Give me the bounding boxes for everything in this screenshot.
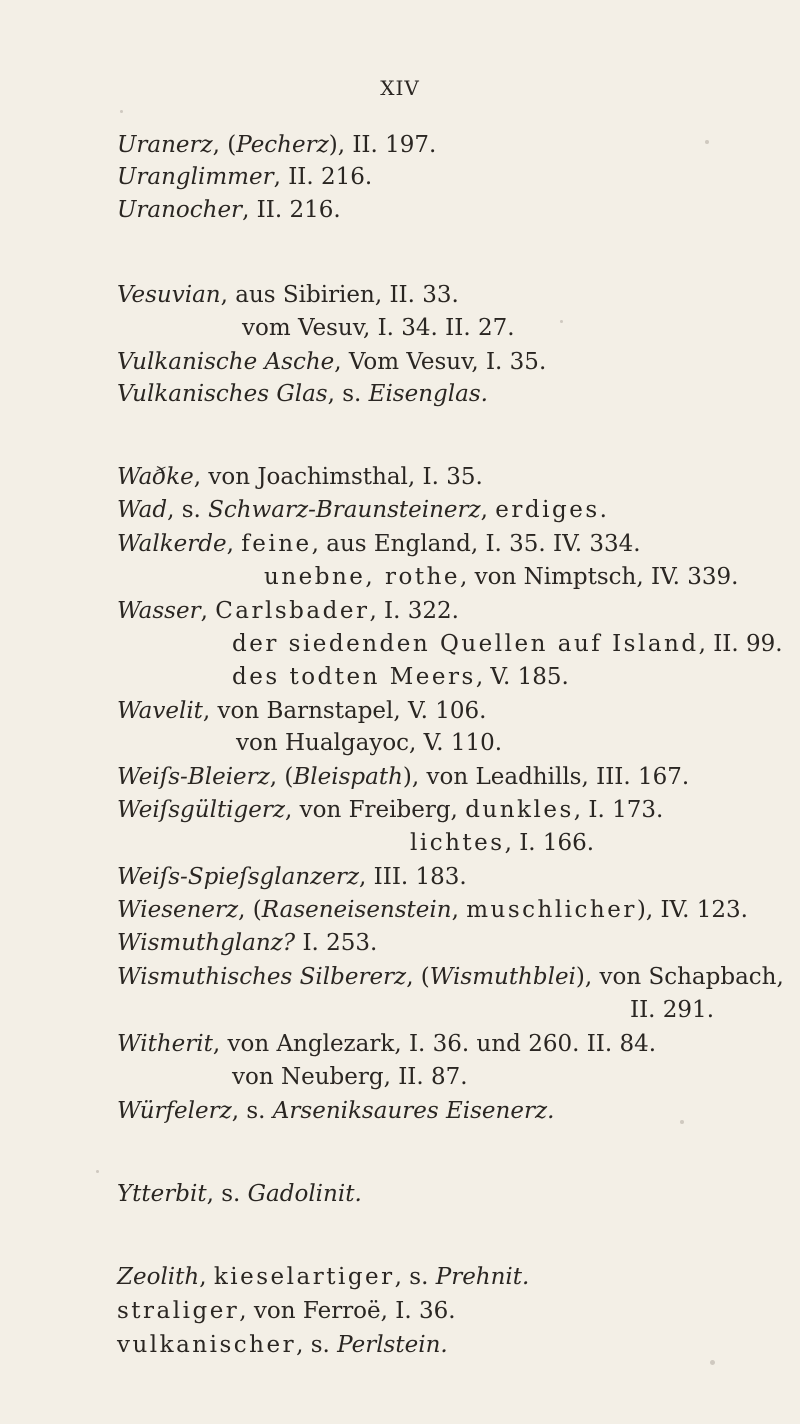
entry-continuation: vom Vesuv, I. 34. II. 27. <box>242 315 515 341</box>
entry-continuation: vulkanischer, s. Perlstein. <box>117 1332 448 1358</box>
entry-wasser: Wasser, Carlsbader, I. 322. <box>117 598 459 624</box>
entry-continuation: von Hualgayoc, V. 110. <box>236 730 503 756</box>
entry-vesuvian: Vesuvian, aus Sibirien, II. 33. <box>117 282 459 308</box>
entry-ytterbit: Ytterbit, s. Gadolinit. <box>117 1181 362 1207</box>
entry-uranocher: Uranocher, II. 216. <box>117 197 341 223</box>
entry-zeolith: Zeolith, kieselartiger, s. Prehnit. <box>117 1264 530 1290</box>
entry-continuation: des todten Meers, V. 185. <box>232 664 569 690</box>
entry-wismuthisches-silbererz: Wismuthisches Silbererz, (Wismuthblei), von Schapbach, <box>117 964 784 990</box>
entry-wacke: Waðke, von Joachimsthal, I. 35. <box>117 464 483 490</box>
entry-term: Vulkanisches Glas <box>117 381 328 407</box>
entry-term: Uranglimmer <box>117 164 274 190</box>
entry-weiss-spiessglanzerz: Weiſs-Spieſsglanzerz, III. 183. <box>117 864 467 890</box>
entry-term: Weiſsgültigerz <box>117 797 285 823</box>
entry-wiesenerz: Wiesenerz, (Raseneisenstein, muschlicher), IV. 123. <box>117 897 748 923</box>
entry-wavelit: Wavelit, von Barnstapel, V. 106. <box>117 698 487 724</box>
entry-term: Wad <box>117 497 168 523</box>
entry-term: Uranerz <box>117 132 213 158</box>
entry-term: Waðke <box>117 464 194 490</box>
entry-term: Wasser <box>117 598 201 624</box>
entry-term: Weiſs-Bleierz <box>117 764 270 790</box>
entry-weissgueltigerz: Weiſsgültigerz, von Freiberg, dunkles, I. 173. <box>117 797 664 823</box>
entry-walkerde: Walkerde, feine, aus England, I. 35. IV. 334. <box>117 531 641 557</box>
entry-vulkanische-asche: Vulkanische Asche, Vom Vesuv, I. 35. <box>117 349 547 375</box>
entry-continuation: straliger, von Ferroë, I. 36. <box>117 1298 456 1324</box>
entry-continuation: II. 291. <box>630 997 715 1023</box>
entry-term: Wiesenerz <box>117 897 239 923</box>
entry-term: Würfelerz <box>117 1098 232 1124</box>
entry-weiss-bleierz: Weiſs-Bleierz, (Bleispath), von Leadhills, III. 167. <box>117 764 690 790</box>
entry-term: Walkerde <box>117 531 227 557</box>
entry-wismuthglanz: Wismuthglanz? I. 253. <box>117 930 378 956</box>
entry-vulkanisches-glas: Vulkanisches Glas, s. Eisenglas. <box>117 381 488 407</box>
entry-term: Zeolith <box>117 1264 200 1290</box>
entry-witherit: Witherit, von Anglezark, I. 36. und 260. II. 84. <box>117 1031 657 1057</box>
entry-term: Wavelit <box>117 698 203 724</box>
entry-term: Vulkanische Asche <box>117 349 335 375</box>
entry-term: Witherit <box>117 1031 213 1057</box>
entry-uranglimmer: Uranglimmer, II. 216. <box>117 164 373 190</box>
entry-term: Vesuvian <box>117 282 221 308</box>
entry-continuation: von Neuberg, II. 87. <box>232 1064 468 1090</box>
entry-term: Wismuthglanz? <box>117 930 296 956</box>
entry-wad: Wad, s. Schwarz-Braunsteinerz, erdiges. <box>117 497 610 523</box>
entry-uranerz: Uranerz, (Pecherz), II. 197. <box>117 132 437 158</box>
entry-term: Wismuthisches Silbererz <box>117 964 407 990</box>
entry-term: Weiſs-Spieſsglanzerz <box>117 864 360 890</box>
entry-term: Ytterbit <box>117 1181 207 1207</box>
entry-term: Uranocher <box>117 197 243 223</box>
entry-continuation: unebne, rothe, von Nimptsch, IV. 339. <box>264 564 739 590</box>
entry-continuation: der siedenden Quellen auf Island, II. 99. <box>232 631 783 657</box>
entry-wuerfelerz: Würfelerz, s. Arseniksaures Eisenerz. <box>117 1098 555 1124</box>
page-number: XIV <box>380 76 420 100</box>
entry-continuation: lichtes, I. 166. <box>410 830 595 856</box>
